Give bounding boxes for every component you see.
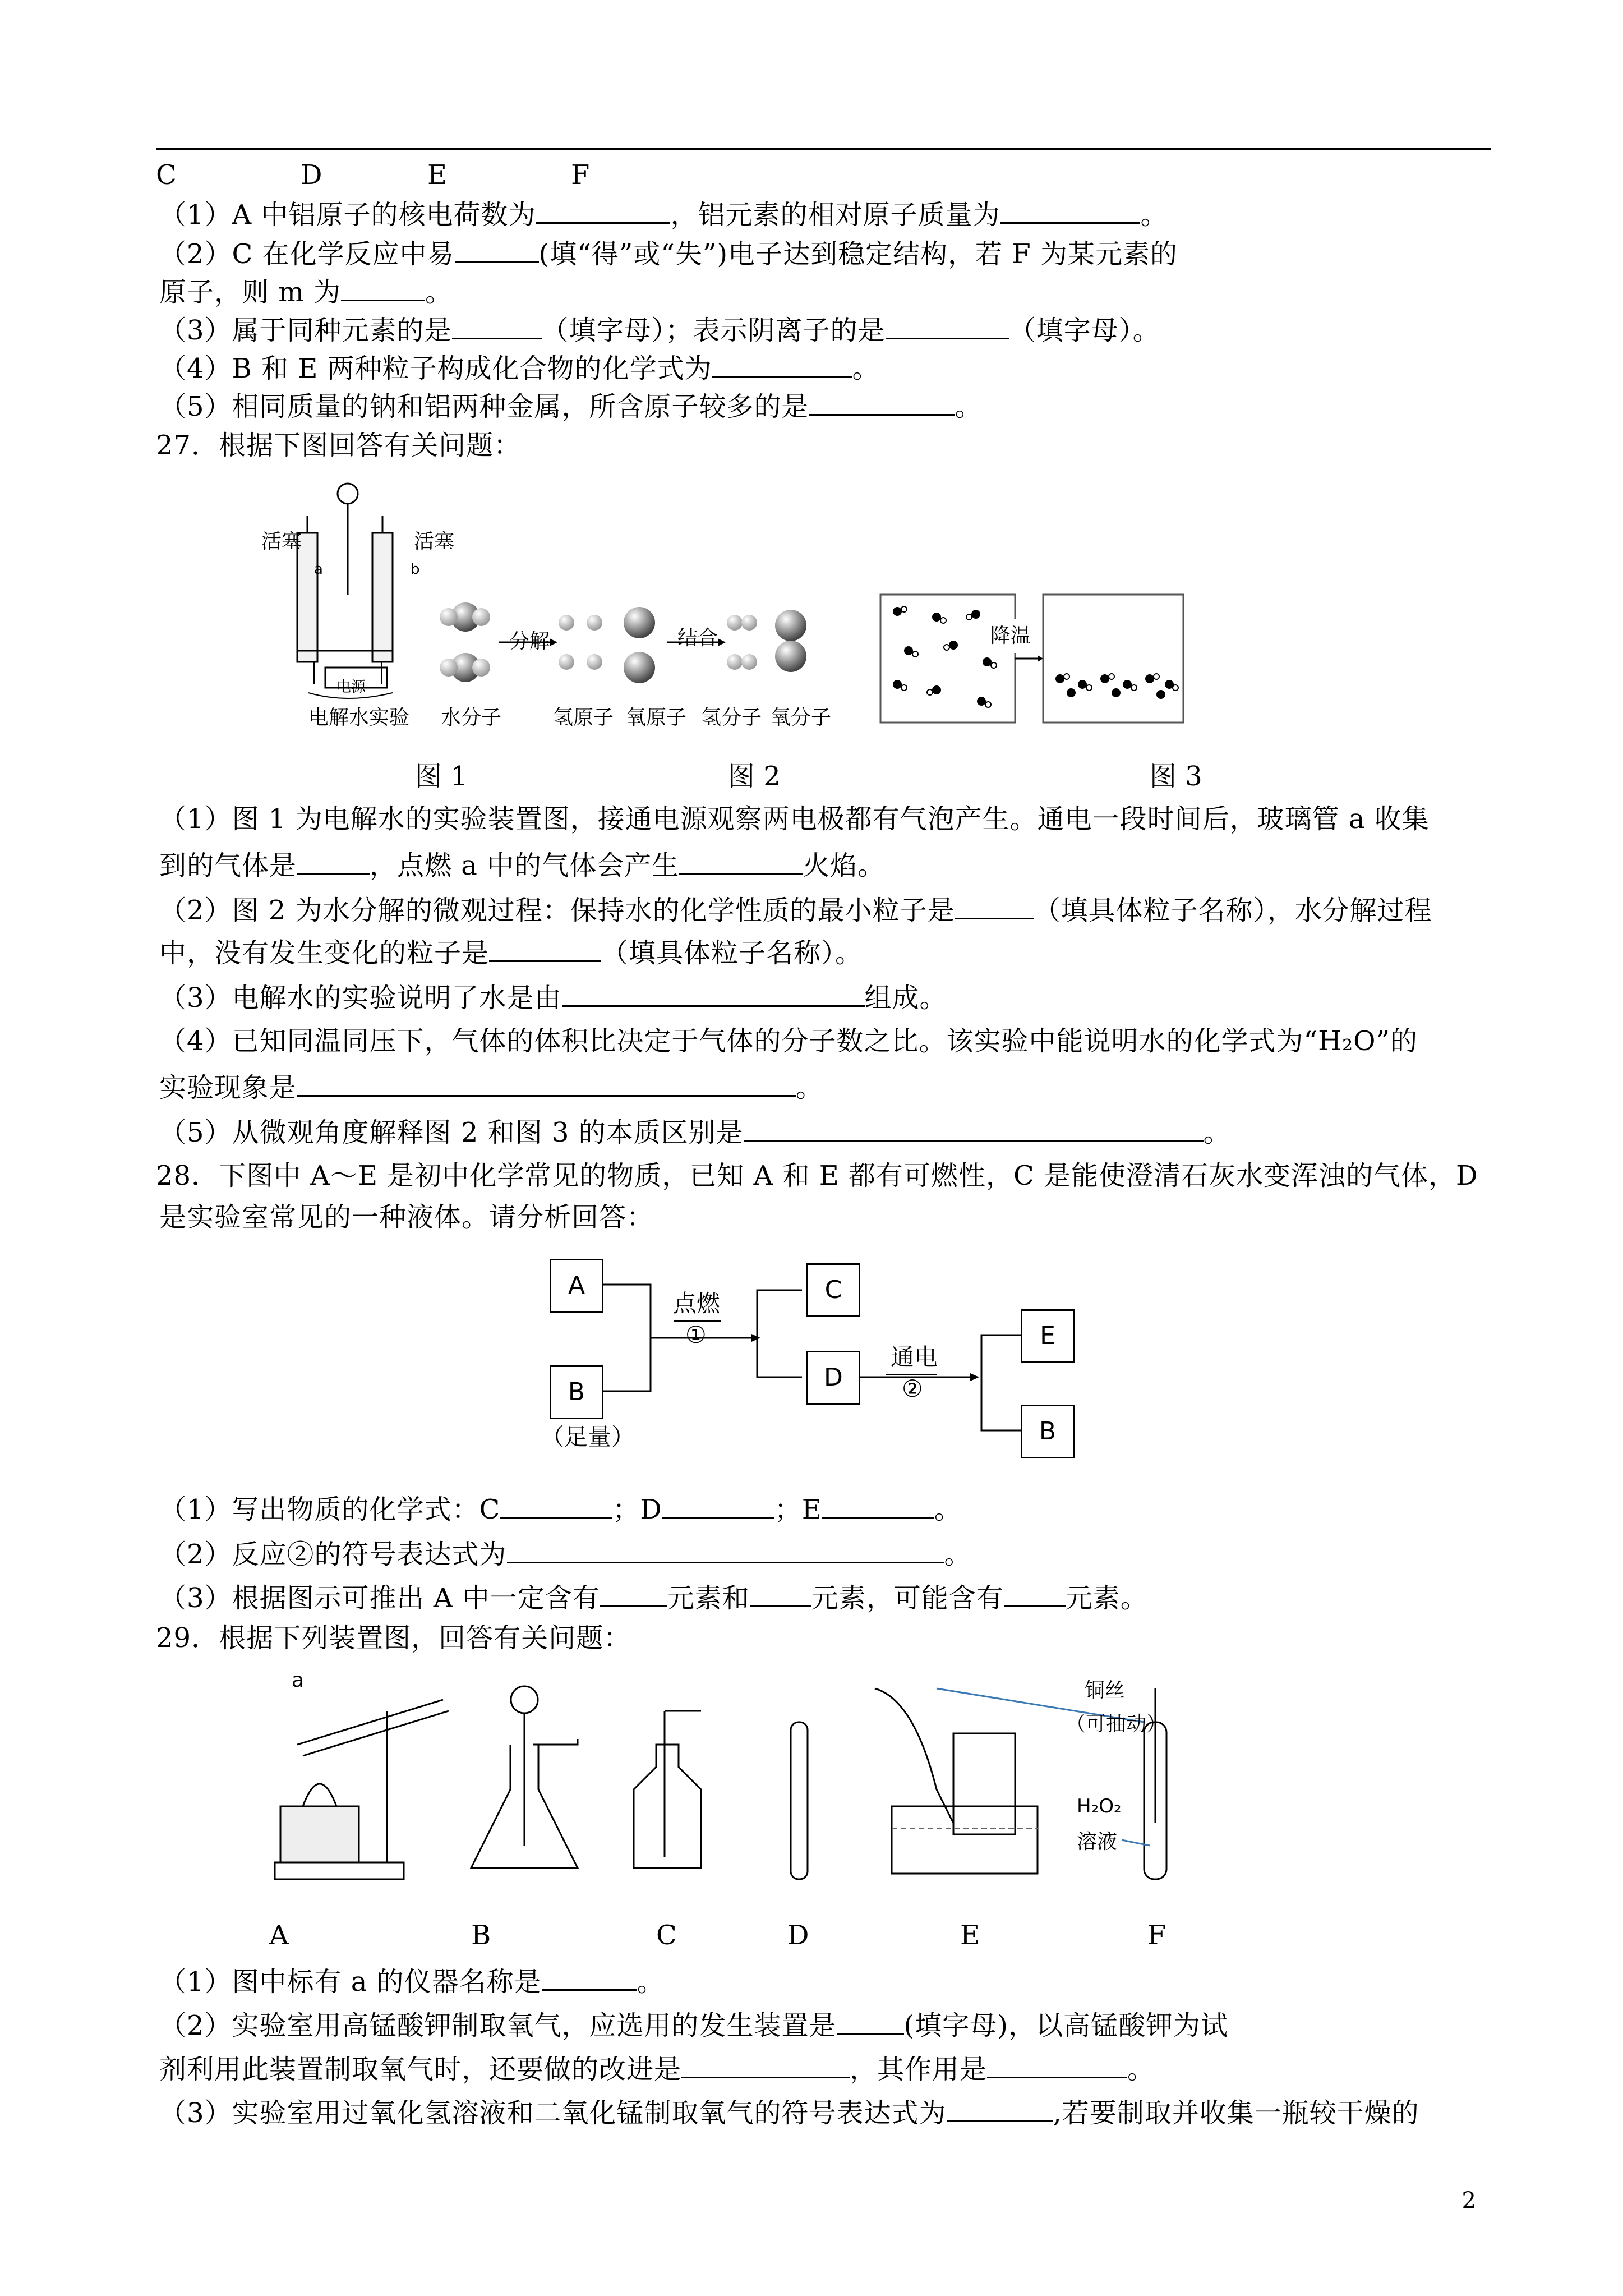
header-letter-c: C [156, 159, 177, 191]
cooling-label: 降温 [990, 619, 1031, 653]
q27-line-2: 到的气体是 ，点燃 a 中的气体会产生 火焰。 [159, 847, 885, 882]
stopcock-left-label: 活塞 [261, 530, 302, 553]
q26-line-6: （5）相同质量的钠和铝两种金属，所含原子较多的是 。 [159, 388, 983, 424]
header-letter-e: E [427, 159, 448, 191]
apparatus-f-letter: F [1147, 1920, 1166, 1951]
instrument-a-label: a [292, 1669, 305, 1692]
q27-line-5: （3）电解水的实验说明了水是由 组成。 [159, 979, 947, 1015]
q27-line-6: （4）已知同温同压下，气体的体积比决定于气体的分子数之比。该实验中能说明水的化学式为“H₂O”的 [159, 1025, 1418, 1057]
q26-line-1: （1）A 中铝原子的核电荷数为 ，铝元素的相对原子质量为 。 [159, 196, 1168, 232]
q29-title: 29．根据下列装置图，回答有关问题： [156, 1622, 631, 1654]
hydrogen-atom-label: 氢原子 [553, 706, 614, 729]
q27-title: 27．根据下图回答有关问题： [156, 430, 522, 461]
combine-label: 结合 [677, 627, 718, 650]
box-b: B [550, 1365, 603, 1419]
decompose-label: 分解 [509, 630, 550, 653]
q28-line-2: （2）反应②的符号表达式为 。 [159, 1536, 972, 1571]
q26-line-4: （3）属于同种元素的是 （填字母）；表示阴离子的是 （填字母）。 [159, 312, 1160, 347]
q26-line-2: （2）C 在化学反应中易 (填“得”或“失”)电子达到稳定结构，若 F 为某元素的 [159, 236, 1178, 271]
box-e: E [1021, 1309, 1075, 1363]
oxygen-molecule-label: 氧分子 [771, 706, 832, 729]
q29-line-4: （3）实验室用过氧化氢溶液和二氧化锰制取氧气的符号表达式为 ,若要制取并收集一瓶较干燥的 [159, 2095, 1419, 2130]
q27-line-4: 中，没有发生变化的粒子是 （填具体粒子名称）。 [159, 935, 863, 970]
apparatus-d-letter: D [787, 1920, 809, 1951]
molecule-decomposition-figure [432, 595, 836, 707]
ignite-label: 点燃 [673, 1290, 721, 1317]
q28-intro-2: 是实验室常见的一种液体。请分析回答： [159, 1202, 654, 1233]
tube-a-label: a [314, 561, 323, 578]
hydrogen-molecule-label: 氢分子 [701, 706, 762, 729]
fig2-caption: 图 2 [728, 761, 781, 792]
q26-line-3: 原子，则 m 为 。 [159, 274, 453, 309]
q28-intro-1: 28．下图中 A～E 是初中化学常见的物质，已知 A 和 E 都有可燃性，C 是能使澄清石灰水变浑浊的气体，D [156, 1160, 1478, 1191]
power-label: 电源 [336, 679, 366, 696]
fig1-caption: 图 1 [415, 761, 468, 792]
q29-line-2: （2）实验室用高锰酸钾制取氧气，应选用的发生装置是 (填字母)，以高锰酸钾为试 [159, 2007, 1228, 2042]
copper-wire-label: 铜丝 [1085, 1679, 1126, 1702]
q26-line-5: （4）B 和 E 两种粒子构成化合物的化学式为 。 [159, 350, 880, 385]
box-a: A [550, 1259, 603, 1313]
box-b2: B [1021, 1405, 1075, 1458]
header-rule [156, 148, 1491, 150]
tube-b-label: b [411, 561, 420, 578]
excess-label: （足量） [541, 1423, 635, 1451]
box-c: C [806, 1263, 860, 1317]
pullable-label: （可抽动） [1066, 1713, 1167, 1736]
cooling-figure [875, 589, 1189, 729]
q28-line-1: （1）写出物质的化学式：C ；D ；E 。 [159, 1491, 962, 1526]
electrolysis-caption: 电解水实验 [308, 706, 410, 729]
q27-line-1: （1）图 1 为电解水的实验装置图，接通电源观察两电极都有气泡产生。通电一段时间后，玻璃管 a 收集 [159, 803, 1430, 835]
apparatus-e-letter: E [960, 1920, 980, 1951]
electrify-label: 通电 [891, 1343, 938, 1371]
stopcock-right-label: 活塞 [414, 530, 455, 553]
fig3-caption: 图 3 [1150, 761, 1202, 792]
q29-line-1: （1）图中标有 a 的仪器名称是 。 [159, 1963, 665, 1999]
apparatus-a-letter: A [269, 1920, 289, 1951]
oxygen-atom-label: 氧原子 [626, 706, 687, 729]
header-letter-f: F [571, 159, 590, 191]
header-letter-d: D [301, 159, 322, 191]
q27-line-8: （5）从微观角度解释图 2 和图 3 的本质区别是 。 [159, 1114, 1231, 1149]
apparatus-c-letter: C [656, 1920, 677, 1951]
q29-line-3: 剂利用此装置制取氧气时，还要做的改进是 ，其作用是 。 [159, 2051, 1155, 2086]
page-number: 2 [1461, 2188, 1476, 2214]
step1-label: ① [685, 1321, 707, 1349]
q27-line-3: （2）图 2 为水分解的微观过程：保持水的化学性质的最小粒子是 （填具体粒子名称），水分解过程 [159, 892, 1432, 927]
solution-label: 溶液 [1077, 1830, 1118, 1853]
q28-line-3: （3）根据图示可推出 A 中一定含有 元素和 元素，可能含有 元素。 [159, 1580, 1148, 1615]
q27-line-7: 实验现象是 。 [159, 1069, 823, 1105]
step2-label: ② [902, 1375, 923, 1402]
h2o2-label: H₂O₂ [1077, 1795, 1122, 1818]
apparatus-b-letter: B [471, 1920, 491, 1951]
box-d: D [806, 1351, 860, 1405]
water-molecule-label: 水分子 [441, 706, 502, 729]
